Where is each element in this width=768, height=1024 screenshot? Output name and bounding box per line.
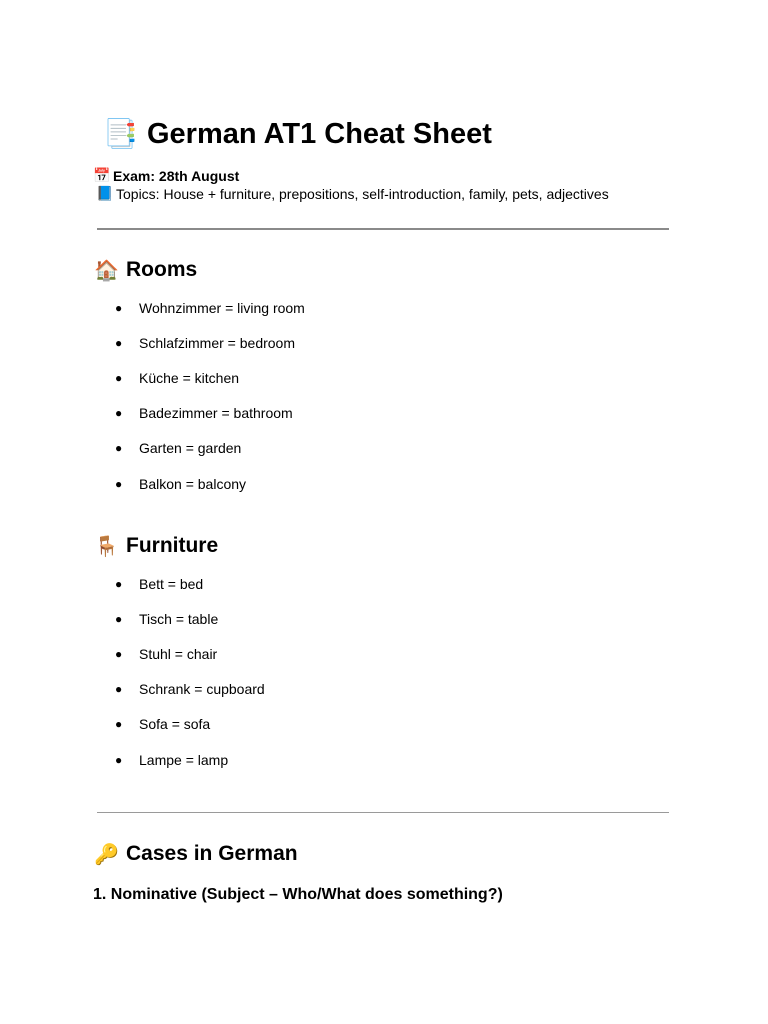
bullet-icon: ● [115, 682, 123, 697]
list-item [115, 601, 265, 636]
list-item [115, 636, 265, 671]
bullet-icon: ● [115, 370, 123, 385]
bullet-icon: ● [115, 335, 123, 350]
exam-date-line [93, 167, 239, 185]
list-item-text: Wohnzimmer = living room [139, 299, 305, 316]
furniture-list [115, 566, 265, 777]
list-item-text: Lampe = lamp [139, 751, 229, 768]
list-item-text: Schrank = cupboard [139, 681, 265, 698]
topics-text: Topics: House + furniture, prepositions, self-introduction, family, pets, adjectives [116, 186, 609, 202]
horizontal-divider [97, 228, 669, 230]
bullet-icon: ● [115, 300, 123, 315]
list-item [115, 742, 265, 777]
blue-book-icon: 📘 [96, 186, 114, 202]
list-item-text: Stuhl = chair [139, 645, 218, 662]
key-icon: 🔑 [94, 842, 119, 866]
furniture-heading-label: Furniture [126, 534, 219, 557]
cases-heading-label: Cases in German [126, 842, 298, 865]
bullet-icon: ● [115, 646, 123, 661]
bullet-icon: ● [115, 406, 123, 421]
list-item [115, 566, 265, 601]
bullet-icon: ● [115, 611, 123, 626]
list-item [115, 431, 305, 466]
list-item-text: Tisch = table [139, 610, 219, 627]
topics-line [96, 185, 609, 203]
rooms-heading-label: Rooms [126, 258, 198, 281]
document-title-row [103, 114, 492, 154]
bullet-icon: ● [115, 441, 123, 456]
horizontal-divider [97, 812, 669, 813]
list-item-text: Sofa = sofa [139, 716, 211, 733]
list-item-text: Garten = garden [139, 440, 242, 457]
document-title: German AT1 Cheat Sheet [147, 117, 492, 150]
list-item [115, 325, 305, 360]
exam-date-text: Exam: 28th August [113, 168, 240, 184]
bullet-icon: ● [115, 717, 123, 732]
cases-heading [94, 840, 298, 868]
nominative-subheading: 1. Nominative (Subject – Who/What does something?) [93, 886, 503, 903]
list-item [115, 466, 305, 501]
rooms-heading [94, 256, 197, 284]
list-item [115, 290, 305, 325]
list-item-text: Küche = kitchen [139, 369, 240, 386]
bookmark-tabs-icon: 📑 [103, 117, 138, 150]
calendar-icon: 📅 [93, 168, 111, 184]
list-item [115, 707, 265, 742]
list-item-text: Schlafzimmer = bedroom [139, 334, 296, 351]
list-item-text: Balkon = balcony [139, 475, 247, 492]
list-item-text: Badezimmer = bathroom [139, 405, 293, 422]
house-icon: 🏠 [94, 258, 119, 282]
list-item [115, 672, 265, 707]
list-item [115, 396, 305, 431]
chair-icon: 🪑 [94, 534, 119, 558]
rooms-list [115, 290, 305, 501]
furniture-heading [94, 532, 218, 560]
list-item-text: Bett = bed [139, 575, 204, 592]
bullet-icon: ● [115, 576, 123, 591]
list-item [115, 360, 305, 395]
bullet-icon: ● [115, 476, 123, 491]
bullet-icon: ● [115, 752, 123, 767]
